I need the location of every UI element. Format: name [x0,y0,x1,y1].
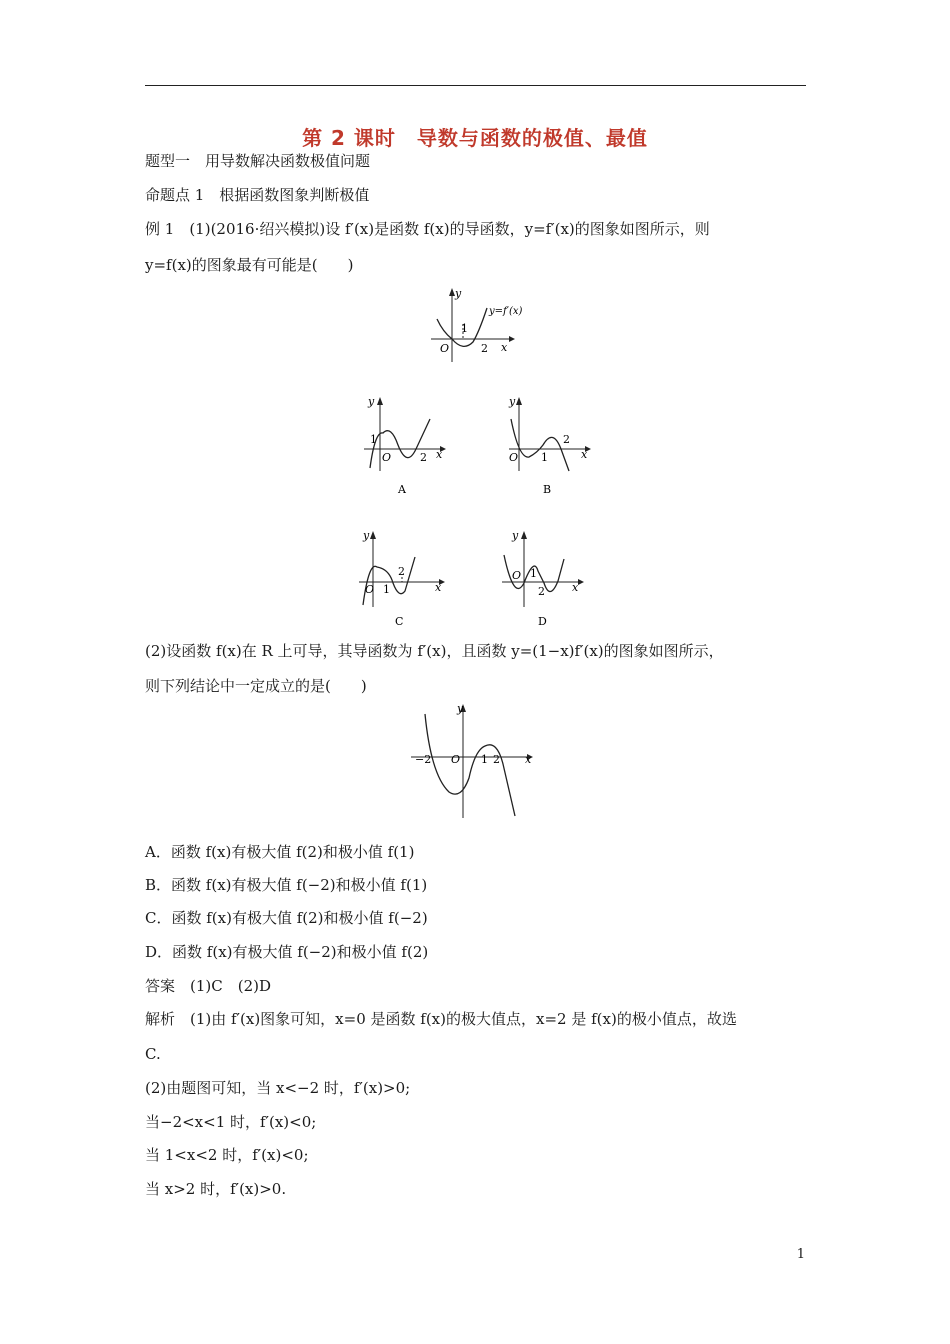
answer-line [145,976,271,996]
opt-b-x: x [581,448,588,461]
opt-d-tick1: 1 [530,567,537,580]
option-d-graph [498,527,598,632]
analysis-line-6: 当 x>2 时，f′(x)>0. [145,1180,287,1198]
analysis-line-2: C. [145,1045,161,1063]
example-line-2: y=f(x)的图象最有可能是( ) [145,256,354,274]
choice-b: B．函数 f(x)有极大值 f(−2)和极小值 f(1) [145,876,428,894]
opt-b-origin: O [509,451,519,464]
opt-c-caption: C [395,615,404,628]
opt-c-tick2: 2 [398,565,405,578]
opt-a-tick1: 1 [370,433,377,446]
fig2-tick2: 2 [493,753,500,766]
choice-c: C．函数 f(x)有极大值 f(2)和极小值 f(−2) [145,909,428,927]
fig2-origin: O [451,753,461,766]
analysis-line-3: (2)由题图可知，当 x<−2 时，f′(x)>0; [145,1079,411,1097]
analysis-line-1 [145,1009,737,1029]
answer-label: 答案 [145,977,176,995]
fig2-x: x [525,753,532,766]
part1-text: (1)(2016·绍兴模拟)设 f′(x)是函数 f(x)的导函数，y=f′(x)的图象如图所示，则 [189,220,710,238]
opt-a-caption: A [398,483,406,496]
opt-d-origin: O [512,569,522,582]
opt-a-y: y [368,395,375,408]
opt-a-tick2: 2 [420,451,427,464]
fig-main-origin: O [440,342,450,355]
choice-a: A．函数 f(x)有极大值 f(2)和极小值 f(1) [145,843,415,861]
opt-c-x: x [435,581,442,594]
option-a-graph [360,393,455,498]
answer-text: (1)C (2)D [190,977,272,995]
analysis-text-1: (1)由 f′(x)图象可知，x=0 是函数 f(x)的极大值点，x=2 是 f(x)的极小值点，故选 [190,1010,737,1028]
opt-d-tick2: 2 [538,585,545,598]
page-number: 1 [796,1247,805,1262]
opt-b-y: y [509,395,516,408]
fig2-tick1: 1 [481,753,488,766]
opt-a-x: x [436,448,443,461]
opt-b-tick2: 2 [563,433,570,446]
figure-product-graph [405,700,550,825]
opt-c-tick1: 1 [383,583,390,596]
opt-a-origin: O [382,451,392,464]
figure-derivative-graph [425,284,535,364]
header-rule [145,85,806,86]
example-line-1 [145,219,710,239]
example-label: 例 1 [145,220,175,238]
fig-main-curve-label: y=f′(x) [489,306,523,317]
type-heading: 题型一 用导数解决函数极值问题 [145,152,371,170]
part2-line-2: 则下列结论中一定成立的是( ) [145,677,367,695]
opt-d-x: x [572,581,579,594]
opt-c-y: y [363,529,370,542]
option-c-graph [355,527,455,632]
fig-main-tick1: 1 [461,322,468,335]
analysis-label: 解析 [145,1010,176,1028]
option-b-graph [505,393,600,498]
subtopic-heading: 命题点 1 根据函数图象判断极值 [145,186,370,204]
fig-main-x: x [501,341,508,354]
opt-d-y: y [512,529,519,542]
choice-d: D．函数 f(x)有极大值 f(−2)和极小值 f(2) [145,943,429,961]
fig2-neg2: −2 [415,753,432,766]
fig-main-y: y [455,287,462,300]
analysis-line-4: 当−2<x<1 时，f′(x)<0; [145,1113,317,1131]
opt-c-origin: O [365,583,375,596]
part2-line-1: (2)设函数 f(x)在 R 上可导，其导函数为 f′(x)，且函数 y=(1−x)f′(x)的图象如图所示， [145,642,724,660]
opt-b-tick1: 1 [541,451,548,464]
opt-b-caption: B [543,483,552,496]
analysis-line-5: 当 1<x<2 时，f′(x)<0; [145,1146,309,1164]
opt-d-caption: D [538,615,547,628]
page-title: 第 2 课时 导数与函数的极值、最值 [302,126,648,150]
fig2-y: y [457,702,464,715]
fig-main-tick2: 2 [481,342,488,355]
